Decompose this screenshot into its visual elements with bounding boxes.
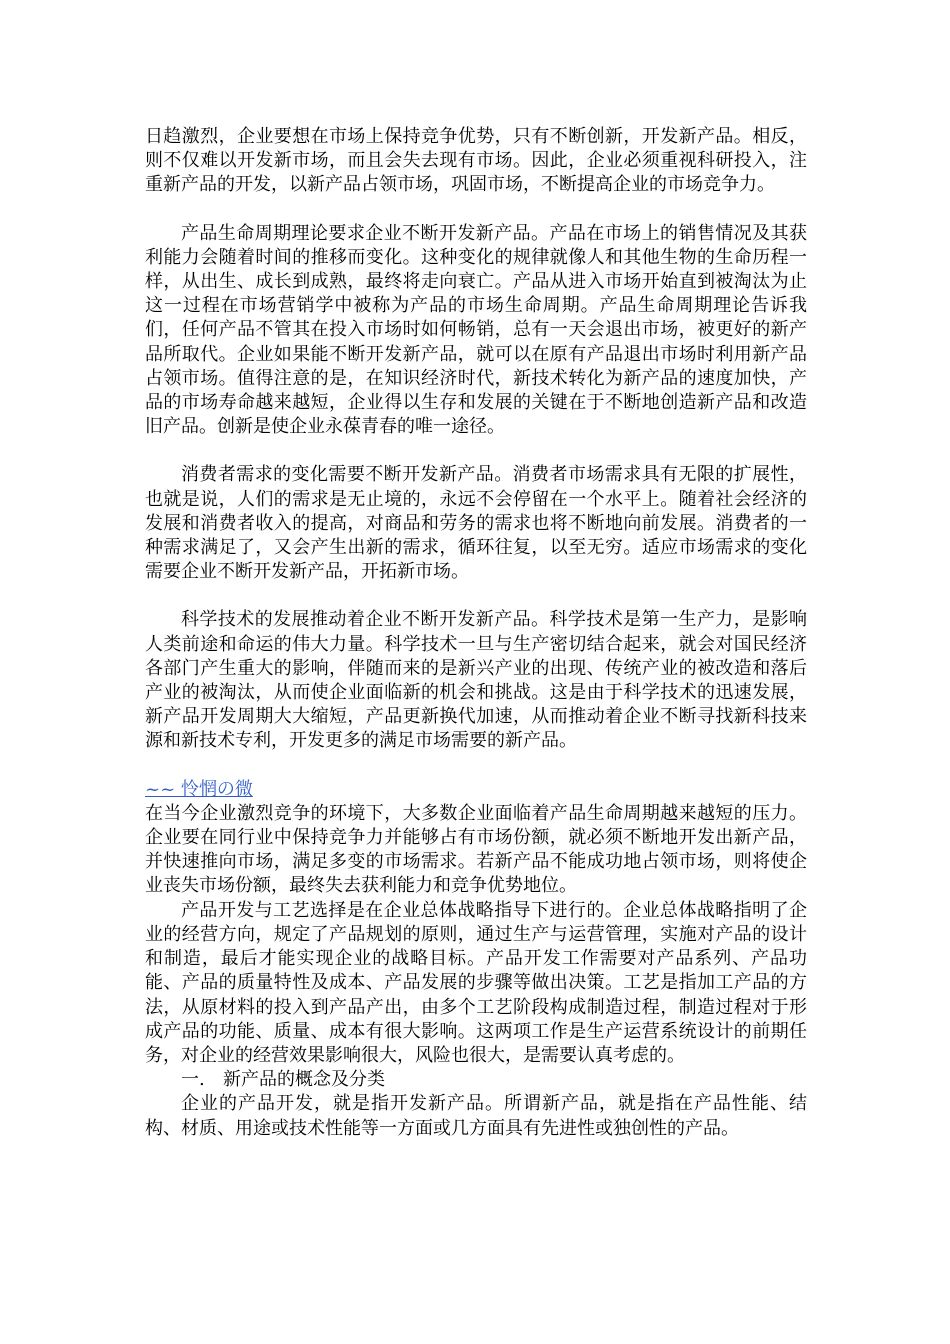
author-link-line	[145, 778, 807, 802]
paragraph-product-lifecycle: 产品生命周期理论要求企业不断开发新产品。产品在市场上的销售情况及其获利能力会随着时间的推移而变化。这种变化的规律就像人和其他生物的生命历程一样，从出生、成长到成熟，最终将走向衰亡。产品从进入市场开始直到被淘汰为止这一过程在市场营销学中被称为产品的市场生命周期。产品生命周期理论告诉我们，任何产品不管其在投入市场时如何畅销，总有一天会退出市场，被更好的新产品所取代。企业如果能不断开发新产品，就可以在原有产品退出市场时利用新产品占领市场。值得注意的是，在知识经济时代，新技术转化为新产品的速度加快，产品的市场寿命越来越短，企业得以生存和发展的关键在于不断地创造新产品和改造旧产品。创新是使企业永葆青春的唯一途径。	[145, 222, 807, 438]
paragraph-technology: 科学技术的发展推动着企业不断开发新产品。科学技术是第一生产力，是影响人类前途和命运的伟大力量。科学技术一旦与生产密切结合起来，就会对国民经济各部门产生重大的影响，伴随而来的是新兴产业的出现、传统产业的被改造和落后产业的被淘汰，从而使企业面临新的机会和挑战。这是由于科学技术的迅速发展，新产品开发周期大大缩短，产品更新换代加速，从而推动着企业不断寻找新科技来源和新技术专利，开发更多的满足市场需要的新产品。	[145, 609, 807, 752]
paragraph-new-product-definition: 企业的产品开发，就是指开发新产品。所谓新产品，就是指在产品性能、结构、材质、用途或技术性能等一方面或几方面具有先进性或独创性的产品。	[145, 1093, 807, 1139]
section-number: 一.	[181, 1069, 205, 1091]
paragraph-competition: 在当今企业激烈竞争的环境下，大多数企业面临着产品生命周期越来越短的压力。企业要在同行业中保持竞争力并能够占有市场份额，就必须不断地开发出新产品，并快速推向市场，满足多变的市场需求。若新产品不能成功地占领市场，则将使企业丧失市场份额，最终失去获利能力和竞争优势地位。	[145, 802, 807, 897]
paragraph-consumer-demand: 消费者需求的变化需要不断开发新产品。消费者市场需求具有无限的扩展性，也就是说，人们的需求是无止境的，永远不会停留在一个水平上。随着社会经济的发展和消费者收入的提高，对商品和劳务的需求也将不断地向前发展。消费者的一种需求满足了，又会产生出新的需求，循环往复，以至无穷。适应市场需求的变化需要企业不断开发新产品，开拓新市场。	[145, 464, 807, 583]
author-link[interactable]: ~~ 怜惘の微	[145, 778, 253, 800]
section-heading	[145, 1068, 807, 1092]
paragraph-process-selection: 产品开发与工艺选择是在企业总体战略指导下进行的。企业总体战略指明了企业的经营方向，规定了产品规划的原则，通过生产与运营管理，实施对产品的设计和制造，最后才能实现企业的战略目标。产品开发工作需要对产品系列、产品功能、产品的质量特性及成本、产品发展的步骤等做出决策。工艺是指加工产品的方法，从原材料的投入到产品产出，由多个工艺阶段构成制造过程，制造过程对于形成产品的功能、质量、成本有很大影响。这两项工作是生产运营系统设计的前期任务，对企业的经营效果影响很大，风险也很大，是需要认真考虑的。	[145, 899, 807, 1066]
document-page	[145, 125, 807, 1141]
section-title: 新产品的概念及分类	[223, 1069, 385, 1091]
paragraph-intro: 日趋激烈，企业要想在市场上保持竞争优势，只有不断创新，开发新产品。相反，则不仅难以开发新市场，而且会失去现有市场。因此，企业必须重视科研投入，注重新产品的开发，以新产品占领市场，巩固市场，不断提高企业的市场竞争力。	[145, 126, 807, 196]
